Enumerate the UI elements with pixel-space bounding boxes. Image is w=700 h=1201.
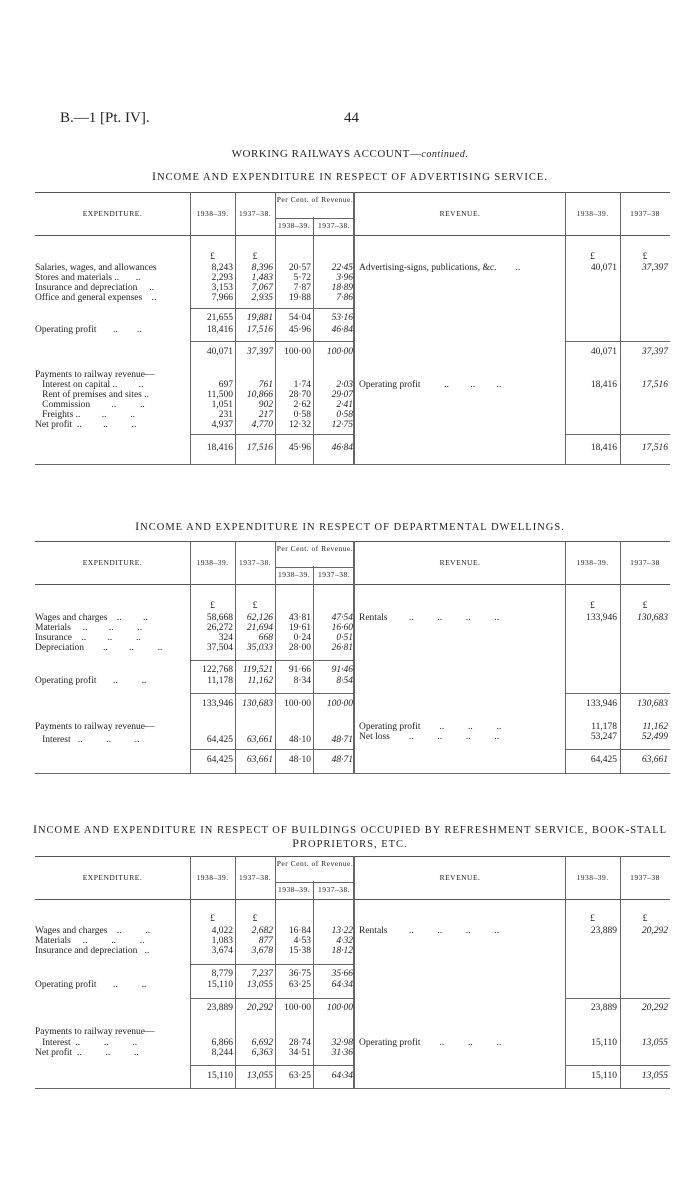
revenue-rule xyxy=(565,749,670,750)
expenditure-row xyxy=(35,946,670,956)
revenue-row xyxy=(35,926,670,936)
value-c: 19·61 xyxy=(288,623,311,633)
value-c: 34·51 xyxy=(288,1048,311,1058)
value-d: 53·16 xyxy=(331,313,353,323)
pound-sign: £ xyxy=(210,601,215,611)
revenue-rule xyxy=(565,693,670,694)
value-a: 122,768 xyxy=(202,665,233,675)
value-c: 28·00 xyxy=(288,643,311,653)
header-1938-39: 1938–39. xyxy=(196,209,229,218)
value-a: 18,416 xyxy=(206,325,233,335)
value-c: 12·32 xyxy=(288,420,311,430)
value-b: 19,881 xyxy=(246,313,273,323)
revenue-row xyxy=(35,1038,670,1048)
revenue-1937-38: 52,499 xyxy=(641,732,668,742)
expenditure-label: Insurance .. .. .. xyxy=(35,633,141,643)
value-d: 18·89 xyxy=(331,283,353,293)
value-b: 2,935 xyxy=(251,293,273,303)
table-bottom-rule xyxy=(35,1088,670,1089)
value-a: 3,674 xyxy=(211,946,233,956)
value-c: 63·25 xyxy=(288,980,311,990)
expenditure-label: Materials .. .. .. xyxy=(35,623,143,633)
value-b: 7,067 xyxy=(251,283,273,293)
subtotal-rule xyxy=(190,1065,353,1066)
continued-title xyxy=(0,148,700,160)
header-per-cent-revenue: Per Cent. of Revenue. xyxy=(276,195,354,204)
expenditure-row xyxy=(35,643,670,653)
value-d: 2·41 xyxy=(336,400,353,410)
revenue-rule xyxy=(565,434,670,435)
value-a: 8,243 xyxy=(211,263,233,273)
header-pct-1937-38: 1937–38. xyxy=(317,221,351,230)
expenditure-label: Insurance and depreciation .. xyxy=(35,283,154,293)
value-a: 3,153 xyxy=(211,283,233,293)
revenue-row xyxy=(35,613,670,623)
expenditure-label: Payments to railway revenue— xyxy=(35,370,155,380)
revenue-row xyxy=(35,755,670,765)
expenditure-row xyxy=(35,370,670,380)
value-d: 16·60 xyxy=(331,623,353,633)
revenue-1937-38: 37,397 xyxy=(641,347,668,357)
header-pct-1938-39: 1938–39. xyxy=(277,570,311,579)
subtotal-rule xyxy=(190,749,353,750)
continued-suffix: continued. xyxy=(421,149,469,160)
section-title-dwellings: INCOME AND EXPENDITURE IN RESPECT OF DEPARTMENTAL DWELLINGS. xyxy=(135,519,565,533)
revenue-label: Operating profit .. .. .. xyxy=(359,722,502,732)
value-a: 21,655 xyxy=(206,313,233,323)
revenue-1938-39: 18,416 xyxy=(590,380,617,390)
header-1938-39: 1938–39. xyxy=(196,873,229,882)
value-b: 6,692 xyxy=(251,1038,273,1048)
value-a: 133,946 xyxy=(202,699,233,709)
header-revenue: REVENUE. xyxy=(439,873,481,882)
revenue-1938-39: 15,110 xyxy=(591,1038,617,1048)
expenditure-row xyxy=(35,273,670,283)
value-c: 91·66 xyxy=(288,665,311,675)
expenditure-label: Office and general expenses .. xyxy=(35,293,157,303)
value-a: 1,083 xyxy=(211,936,233,946)
value-d: 18·12 xyxy=(331,946,353,956)
value-d: 91·46 xyxy=(331,665,353,675)
revenue-1938-39: 11,178 xyxy=(591,722,617,732)
value-a: 26,272 xyxy=(206,623,233,633)
revenue-label: Rentals .. .. .. .. xyxy=(359,613,500,623)
revenue-1938-39: 23,889 xyxy=(590,926,617,936)
header-1937-38: 1937–38. xyxy=(238,209,272,218)
expenditure-label: Stores and materials .. .. xyxy=(35,273,141,283)
value-c: 15·38 xyxy=(288,946,311,956)
header-expenditure: EXPENDITURE. xyxy=(82,873,143,882)
value-c: 19·88 xyxy=(288,293,311,303)
value-a: 697 xyxy=(218,380,233,390)
revenue-row xyxy=(35,722,670,732)
value-c: 0·24 xyxy=(293,633,311,643)
pound-sign: £ xyxy=(642,914,648,924)
revenue-rule xyxy=(565,341,670,342)
header-rev-1937-38: 1937–38 xyxy=(630,873,660,882)
value-b: 62,126 xyxy=(246,613,273,623)
expenditure-row xyxy=(35,623,670,633)
expenditure-label: Interest .. .. .. xyxy=(35,1038,138,1048)
value-c: 100·00 xyxy=(284,1003,311,1013)
value-a: 23,889 xyxy=(206,1003,233,1013)
value-b: 668 xyxy=(258,633,273,643)
value-b: 761 xyxy=(258,380,273,390)
pound-sign: £ xyxy=(590,914,595,924)
value-b: 10,866 xyxy=(246,390,273,400)
subtotal-rule xyxy=(190,693,353,694)
expenditure-label: Rent of premises and sites .. xyxy=(35,390,149,400)
pound-sign: £ xyxy=(590,252,595,262)
value-b: 6,363 xyxy=(251,1048,273,1058)
value-a: 40,071 xyxy=(206,347,233,357)
value-d: 8·54 xyxy=(336,676,353,686)
value-c: 43·81 xyxy=(288,613,311,623)
value-b: 902 xyxy=(258,400,273,410)
value-d: 46·84 xyxy=(331,443,353,453)
value-d: 47·54 xyxy=(331,613,353,623)
expenditure-row xyxy=(35,665,670,675)
value-a: 37,504 xyxy=(206,643,233,653)
header-rev-1937-38: 1937–38 xyxy=(630,558,660,567)
value-d: 12·75 xyxy=(331,420,353,430)
value-a: 64,425 xyxy=(206,735,233,745)
pound-sign: £ xyxy=(252,914,258,924)
value-c: 36·75 xyxy=(288,969,311,979)
revenue-row xyxy=(35,347,670,357)
expenditure-label: Wages and charges .. .. xyxy=(35,926,151,936)
expenditure-row xyxy=(35,313,670,323)
value-c: 7·87 xyxy=(293,283,311,293)
value-c: 63·25 xyxy=(288,1071,311,1081)
revenue-label: Advertising-signs, publications, &c. .. xyxy=(359,263,521,273)
expenditure-label: Wages and charges .. .. xyxy=(35,613,148,623)
expenditure-label: Payments to railway revenue— xyxy=(35,1027,155,1037)
value-a: 1,051 xyxy=(211,400,233,410)
page-number: 44 xyxy=(344,110,359,126)
expenditure-row xyxy=(35,400,670,410)
value-d: 32·98 xyxy=(331,1038,353,1048)
header-1938-39: 1938–39. xyxy=(196,558,229,567)
header-expenditure: EXPENDITURE. xyxy=(82,209,143,218)
value-c: 54·04 xyxy=(288,313,311,323)
revenue-1938-39: 15,110 xyxy=(591,1071,617,1081)
value-d: 35·66 xyxy=(331,969,353,979)
pct-divider xyxy=(275,218,355,219)
value-d: 13·22 xyxy=(331,926,353,936)
expenditure-label: Interest .. .. .. xyxy=(35,735,140,745)
value-d: 26·81 xyxy=(331,643,353,653)
section-title-advertising: INCOME AND EXPENDITURE IN RESPECT OF ADVERTISING SERVICE. xyxy=(152,169,548,183)
value-a: 4,022 xyxy=(211,926,233,936)
revenue-1938-39: 40,071 xyxy=(590,347,617,357)
value-a: 231 xyxy=(218,410,233,420)
expenditure-row xyxy=(35,676,670,686)
value-c: 45·96 xyxy=(288,443,311,453)
value-c: 48·10 xyxy=(288,735,311,745)
revenue-1937-38: 130,683 xyxy=(637,613,668,623)
section-title-buildings: INCOME AND EXPENDITURE IN RESPECT OF BUILDINGS OCCUPIED BY REFRESHMENT SERVICE, BOOK-STALL xyxy=(32,822,668,836)
value-d: 0·51 xyxy=(336,633,353,643)
header-pct-1938-39: 1938–39. xyxy=(277,221,311,230)
revenue-1938-39: 133,946 xyxy=(586,699,617,709)
value-c: 100·00 xyxy=(284,347,311,357)
pct-divider xyxy=(275,882,355,883)
value-b: 63,661 xyxy=(246,735,273,745)
expenditure-label: Net profit .. .. .. xyxy=(35,1048,139,1058)
header-pct-1938-39: 1938–39. xyxy=(277,885,311,894)
value-d: 3·96 xyxy=(336,273,353,283)
revenue-1938-39: 23,889 xyxy=(590,1003,617,1013)
value-c: 2·62 xyxy=(293,400,311,410)
value-b: 13,055 xyxy=(246,1071,273,1081)
pound-sign: £ xyxy=(590,601,595,611)
value-d: 64·34 xyxy=(331,1071,353,1081)
revenue-row xyxy=(35,699,670,709)
value-c: 4·53 xyxy=(293,936,311,946)
value-c: 1·74 xyxy=(293,380,311,390)
value-a: 324 xyxy=(218,633,233,643)
revenue-label: Operating profit .. .. .. xyxy=(359,380,502,390)
value-d: 48·71 xyxy=(331,755,353,765)
value-b: 37,397 xyxy=(246,347,273,357)
pct-divider xyxy=(275,567,355,568)
value-b: 217 xyxy=(258,410,273,420)
value-d: 22·45 xyxy=(331,263,353,273)
expenditure-label: Insurance and depreciation .. xyxy=(35,946,150,956)
value-d: 2·03 xyxy=(336,380,353,390)
value-a: 15,110 xyxy=(207,1071,233,1081)
revenue-row xyxy=(35,443,670,453)
value-b: 7,237 xyxy=(251,969,273,979)
expenditure-label: Freights .. .. .. xyxy=(35,410,136,420)
header-pct-1937-38: 1937–38. xyxy=(317,570,351,579)
revenue-1937-38: 13,055 xyxy=(641,1038,668,1048)
header-1937-38: 1937–38. xyxy=(238,558,272,567)
table-bottom-rule xyxy=(35,464,670,465)
revenue-1937-38: 130,683 xyxy=(637,699,668,709)
value-b: 119,521 xyxy=(242,665,273,675)
value-a: 7,966 xyxy=(211,293,233,303)
revenue-row xyxy=(35,732,670,742)
revenue-rule xyxy=(565,998,670,999)
revenue-1937-38: 17,516 xyxy=(641,380,668,390)
value-a: 11,500 xyxy=(207,390,233,400)
value-c: 8·34 xyxy=(293,676,311,686)
revenue-label: Rentals .. .. .. .. xyxy=(359,926,500,936)
expenditure-label: Materials .. .. .. xyxy=(35,936,145,946)
expenditure-label: Operating profit .. .. xyxy=(35,980,147,990)
header-rev-1938-39: 1938–39. xyxy=(576,558,609,567)
expenditure-label: Payments to railway revenue— xyxy=(35,722,155,732)
value-a: 18,416 xyxy=(206,443,233,453)
subtotal-rule xyxy=(190,964,353,965)
revenue-1937-38: 63,661 xyxy=(641,755,668,765)
revenue-row xyxy=(35,380,670,390)
pound-sign: £ xyxy=(642,252,648,262)
subtotal-rule xyxy=(190,660,353,661)
value-b: 63,661 xyxy=(246,755,273,765)
value-d: 7·86 xyxy=(336,293,353,303)
header-revenue: REVENUE. xyxy=(439,209,481,218)
value-a: 11,178 xyxy=(207,676,233,686)
value-d: 100·00 xyxy=(326,347,353,357)
header-rev-1937-38: 1937–38 xyxy=(630,209,660,218)
expenditure-row xyxy=(35,936,670,946)
value-c: 48·10 xyxy=(288,755,311,765)
revenue-1937-38: 20,292 xyxy=(641,1003,668,1013)
expenditure-label: Salaries, wages, and allowances xyxy=(35,263,157,273)
value-b: 13,055 xyxy=(246,980,273,990)
value-d: 48·71 xyxy=(331,735,353,745)
value-b: 4,770 xyxy=(251,420,273,430)
value-d: 100·00 xyxy=(326,1003,353,1013)
value-c: 5·72 xyxy=(293,273,311,283)
value-b: 8,396 xyxy=(251,263,273,273)
expenditure-label: Net profit .. .. .. xyxy=(35,420,137,430)
expenditure-label: Operating profit .. .. xyxy=(35,676,147,686)
value-d: 4·32 xyxy=(336,936,353,946)
value-d: 100·00 xyxy=(326,699,353,709)
expenditure-row xyxy=(35,420,670,430)
value-d: 64·34 xyxy=(331,980,353,990)
value-b: 17,516 xyxy=(246,443,273,453)
value-a: 2,293 xyxy=(211,273,233,283)
subtotal-rule xyxy=(190,308,353,309)
value-b: 1,483 xyxy=(251,273,273,283)
revenue-1937-38: 20,292 xyxy=(641,926,668,936)
value-c: 100·00 xyxy=(284,699,311,709)
header-rev-1938-39: 1938–39. xyxy=(576,873,609,882)
value-a: 6,866 xyxy=(211,1038,233,1048)
revenue-row xyxy=(35,263,670,273)
value-b: 2,682 xyxy=(251,926,273,936)
pound-sign: £ xyxy=(642,601,648,611)
value-d: 31·36 xyxy=(331,1048,353,1058)
header-pct-1937-38: 1937–38. xyxy=(317,885,351,894)
expenditure-label: Commission .. .. xyxy=(35,400,145,410)
value-a: 15,110 xyxy=(207,980,233,990)
value-b: 35,033 xyxy=(246,643,273,653)
expenditure-row xyxy=(35,1048,670,1058)
expenditure-row xyxy=(35,969,670,979)
value-b: 877 xyxy=(258,936,273,946)
report-reference: B.—1 [Pt. IV]. xyxy=(60,110,150,126)
header-per-cent-revenue: Per Cent. of Revenue. xyxy=(276,544,354,553)
expenditure-label: Operating profit .. .. xyxy=(35,325,142,335)
value-d: 46·84 xyxy=(331,325,353,335)
value-a: 58,668 xyxy=(206,613,233,623)
pound-sign: £ xyxy=(252,252,258,262)
expenditure-label: Depreciation .. .. .. xyxy=(35,643,163,653)
value-b: 130,683 xyxy=(242,699,273,709)
revenue-label: Net loss .. .. .. .. xyxy=(359,732,500,742)
value-b: 17,516 xyxy=(246,325,273,335)
pound-sign: £ xyxy=(210,252,215,262)
value-b: 11,162 xyxy=(247,676,273,686)
value-d: 29·07 xyxy=(331,390,353,400)
value-b: 20,292 xyxy=(246,1003,273,1013)
header-per-cent-revenue: Per Cent. of Revenue. xyxy=(276,859,354,868)
header-rev-1938-39: 1938–39. xyxy=(576,209,609,218)
expenditure-row xyxy=(35,980,670,990)
subtotal-rule xyxy=(190,341,353,342)
value-a: 8,779 xyxy=(211,969,233,979)
pound-sign: £ xyxy=(252,601,258,611)
value-c: 45·96 xyxy=(288,325,311,335)
subtotal-rule xyxy=(190,998,353,999)
expenditure-row xyxy=(35,293,670,303)
revenue-rule xyxy=(565,1065,670,1066)
expenditure-row xyxy=(35,1027,670,1037)
subtotal-rule xyxy=(190,434,353,435)
section-title-buildings-line2: PROPRIETORS, ETC. xyxy=(292,836,408,850)
revenue-label: Operating profit .. .. .. xyxy=(359,1038,502,1048)
revenue-1938-39: 133,946 xyxy=(586,613,617,623)
revenue-row xyxy=(35,1071,670,1081)
revenue-1938-39: 40,071 xyxy=(590,263,617,273)
value-b: 3,678 xyxy=(251,946,273,956)
revenue-1937-38: 11,162 xyxy=(642,722,668,732)
continued-title-text: WORKING RAILWAYS ACCOUNT— xyxy=(231,148,422,160)
header-expenditure: EXPENDITURE. xyxy=(82,558,143,567)
expenditure-label: Interest on capital .. .. xyxy=(35,380,144,390)
revenue-1937-38: 37,397 xyxy=(641,263,668,273)
value-a: 8,244 xyxy=(211,1048,233,1058)
value-d: 0·58 xyxy=(336,410,353,420)
revenue-1938-39: 64,425 xyxy=(590,755,617,765)
revenue-row xyxy=(35,1003,670,1013)
value-c: 28·74 xyxy=(288,1038,311,1048)
value-c: 28·70 xyxy=(288,390,311,400)
expenditure-row xyxy=(35,410,670,420)
expenditure-row xyxy=(35,325,670,335)
pound-sign: £ xyxy=(210,914,215,924)
value-b: 21,694 xyxy=(246,623,273,633)
header-1937-38: 1937–38. xyxy=(238,873,272,882)
table-bottom-rule xyxy=(35,773,670,774)
value-c: 0·58 xyxy=(293,410,311,420)
value-a: 64,425 xyxy=(206,755,233,765)
revenue-1938-39: 18,416 xyxy=(590,443,617,453)
expenditure-row xyxy=(35,633,670,643)
expenditure-row xyxy=(35,283,670,293)
revenue-1937-38: 13,055 xyxy=(641,1071,668,1081)
value-c: 16·84 xyxy=(288,926,311,936)
revenue-1937-38: 17,516 xyxy=(641,443,668,453)
expenditure-row xyxy=(35,390,670,400)
header-revenue: REVENUE. xyxy=(439,558,481,567)
value-c: 20·57 xyxy=(288,263,311,273)
value-a: 4,937 xyxy=(211,420,233,430)
revenue-1938-39: 53,247 xyxy=(590,732,617,742)
